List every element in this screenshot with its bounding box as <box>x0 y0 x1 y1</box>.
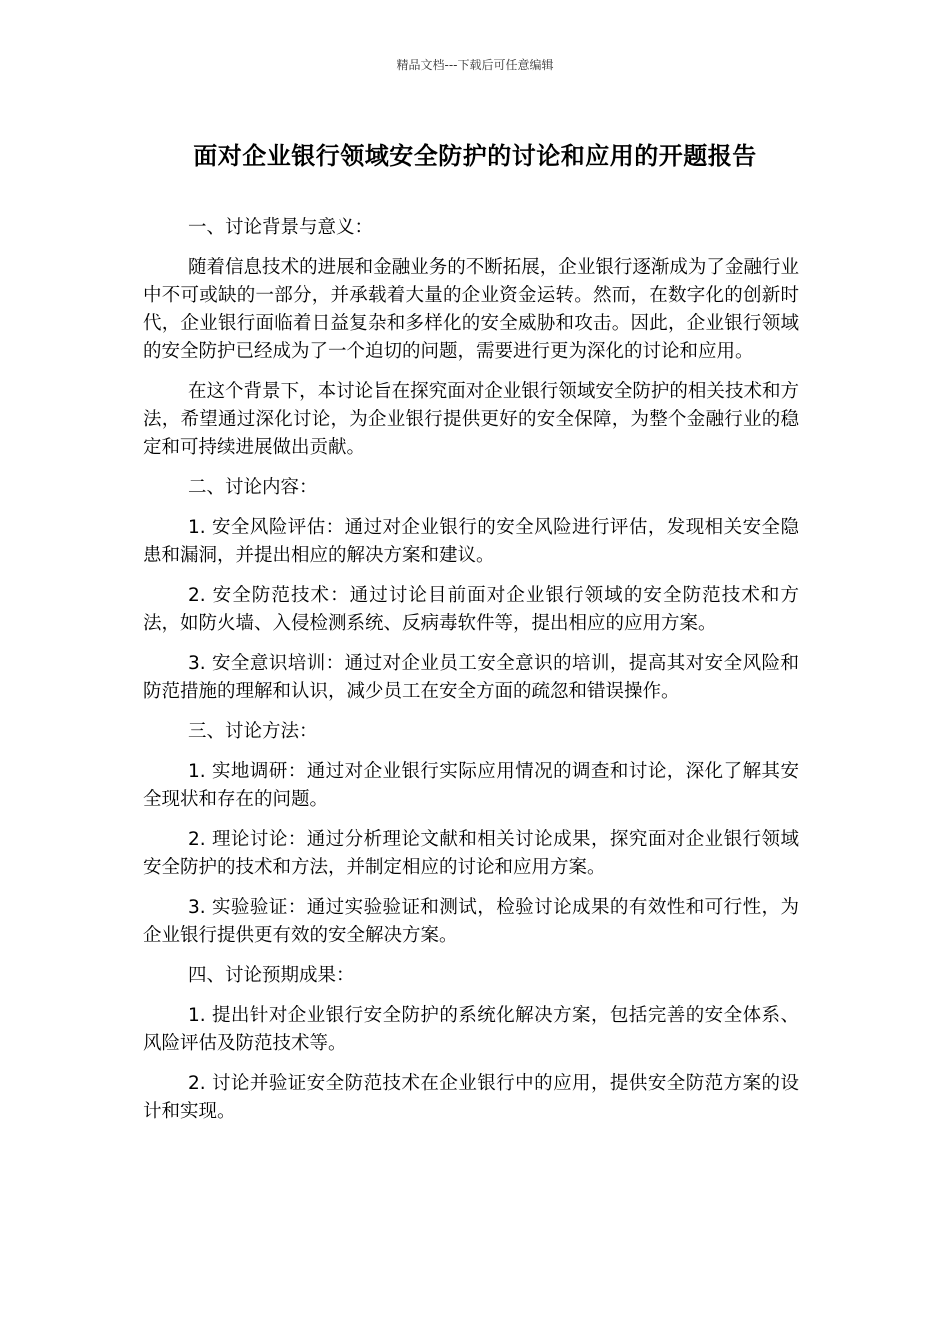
list-item-method-1: 1. 实地调研：通过对企业银行实际应用情况的调查和讨论，深化了解其安全现状和存在的问题。 <box>143 761 799 810</box>
section-heading-outcomes: 四、讨论预期成果： <box>188 965 355 986</box>
paragraph-background-2: 在这个背景下，本讨论旨在探究面对企业银行领域安全防护的相关技术和方法，希望通过深化讨论，为企业银行提供更好的安全保障，为整个金融行业的稳定和可持续进展做出贡献。 <box>143 381 799 458</box>
document-body <box>143 214 799 1138</box>
section-heading-content: 二、讨论内容： <box>188 477 318 498</box>
list-item-method-2: 2. 理论讨论：通过分析理论文献和相关讨论成果，探究面对企业银行领域安全防护的技术和方法，并制定相应的讨论和应用方案。 <box>143 829 799 878</box>
paragraph-background-1: 随着信息技术的进展和金融业务的不断拓展，企业银行逐渐成为了金融行业中不可或缺的一部分，并承载着大量的企业资金运转。然而，在数字化的创新时代，企业银行面临着日益复杂和多样化的安全威胁和攻击。因此，企业银行领域的安全防护已经成为了一个迫切的问题，需要进行更为深化的讨论和应用。 <box>143 257 799 362</box>
list-item-content-1: 1. 安全风险评估：通过对企业银行的安全风险进行评估，发现相关安全隐患和漏洞，并提出相应的解决方案和建议。 <box>143 517 799 566</box>
list-item-content-3: 3. 安全意识培训：通过对企业员工安全意识的培训，提高其对安全风险和防范措施的理解和认识，减少员工在安全方面的疏忽和错误操作。 <box>143 653 799 702</box>
page-header: 精品文档---下载后可任意编辑 <box>396 58 554 72</box>
section-heading-background: 一、讨论背景与意义： <box>188 217 374 238</box>
list-item-outcome-1: 1. 提出针对企业银行安全防护的系统化解决方案，包括完善的安全体系、风险评估及防范技术等。 <box>143 1005 799 1054</box>
list-item-outcome-2: 2. 讨论并验证安全防范技术在企业银行中的应用，提供安全防范方案的设计和实现。 <box>143 1073 799 1122</box>
list-item-method-3: 3. 实验验证：通过实验验证和测试，检验讨论成果的有效性和可行性，为企业银行提供更有效的安全解决方案。 <box>143 897 799 946</box>
document-title: 面对企业银行领域安全防护的讨论和应用的开题报告 <box>193 142 757 170</box>
section-heading-method: 三、讨论方法： <box>188 721 318 742</box>
list-item-content-2: 2. 安全防范技术：通过讨论目前面对企业银行领域的安全防范技术和方法，如防火墙、入侵检测系统、反病毒软件等，提出相应的应用方案。 <box>143 585 799 634</box>
